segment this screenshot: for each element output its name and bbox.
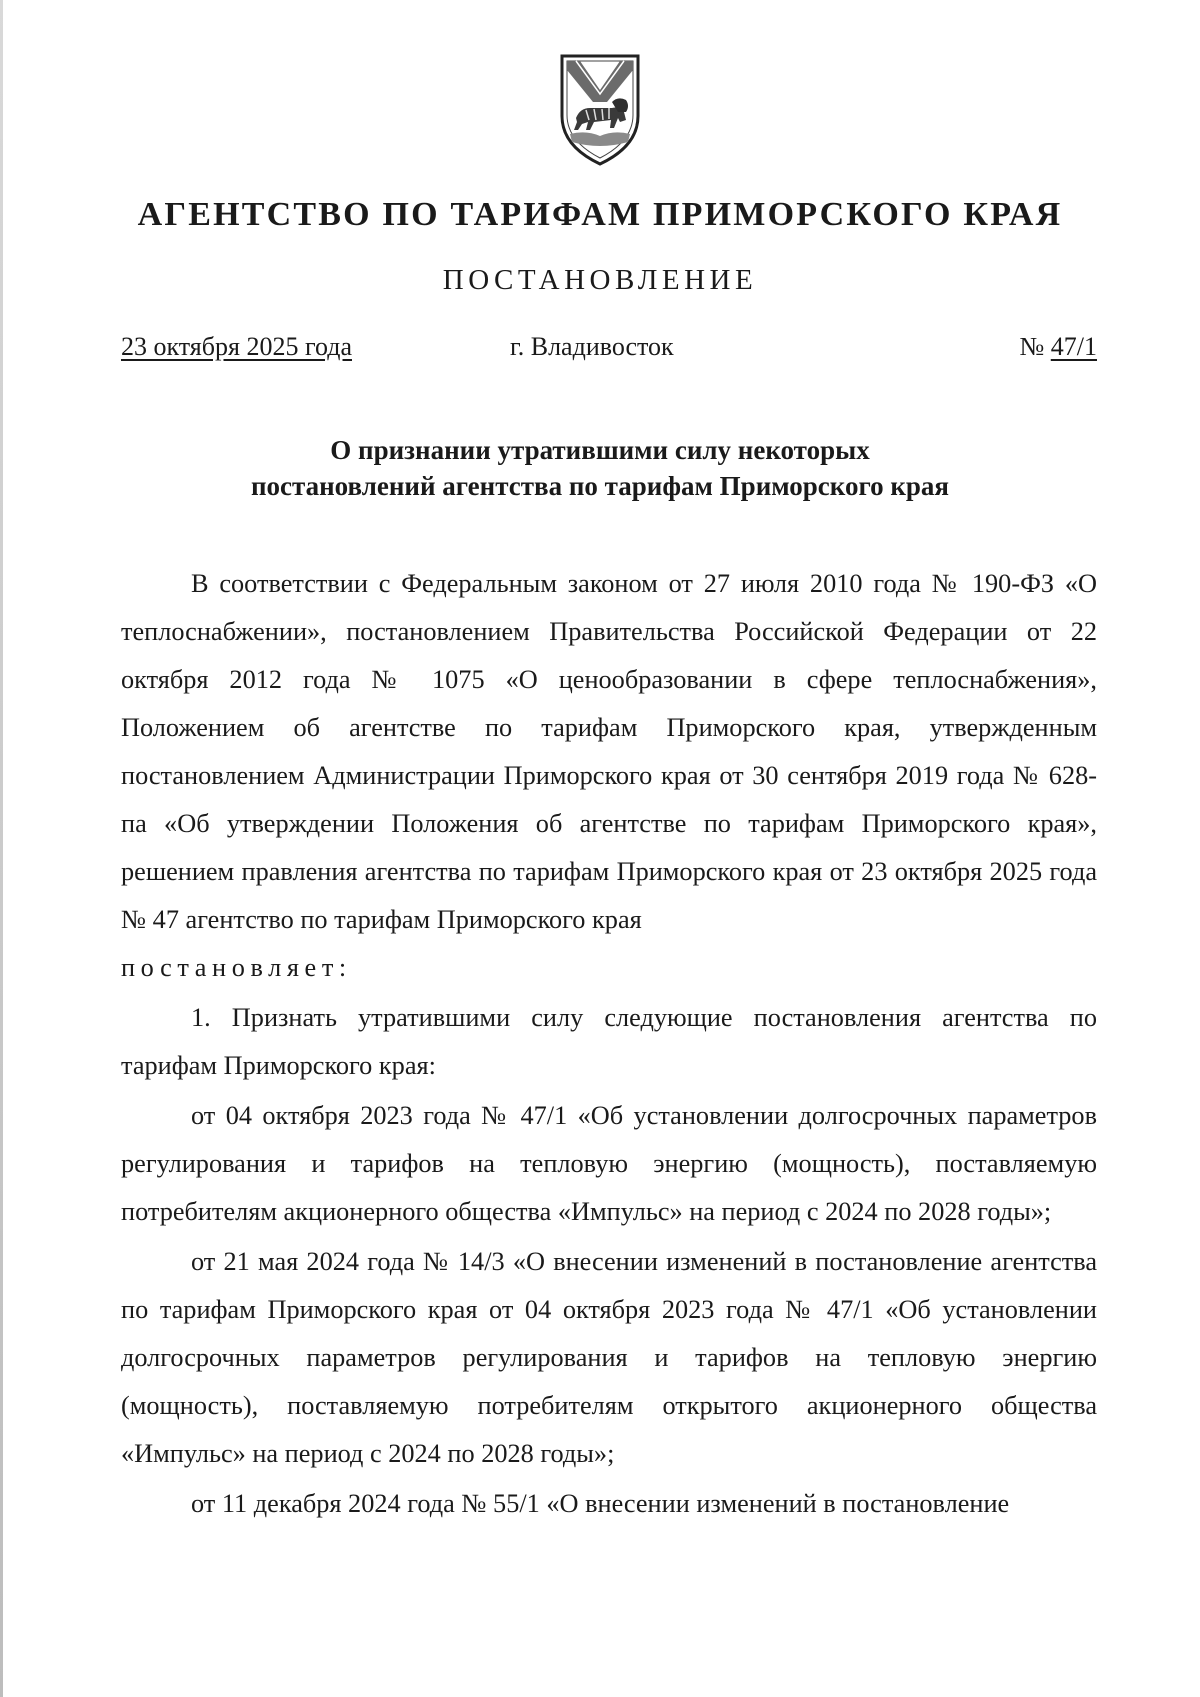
document-date: 23 октября 2025 года	[121, 332, 352, 361]
document-title-line-1: О признании утратившими силу некоторых	[330, 435, 870, 465]
repealed-entry-1: от 04 октября 2023 года № 47/1 «Об установлении долгосрочных параметров регулирования и тарифов на тепловую энергию (мощность), поставляемую потребителям акционерного общества «Импульс» на период с 2024 по 2028 годы»;	[121, 1101, 1097, 1226]
item-1-paragraph: 1. Признать утратившими силу следующие постановления агентства по тарифам Приморского края:	[121, 1003, 1097, 1080]
coat-of-arms-icon	[556, 50, 644, 170]
agency-name: АГЕНТСТВО ПО ТАРИФАМ ПРИМОРСКОГО КРАЯ	[137, 196, 1063, 233]
resolves-word: постановляет:	[121, 953, 352, 982]
document-title	[0, 432, 1200, 504]
document-type: ПОСТАНОВЛЕНИЕ	[442, 264, 758, 296]
repealed-entry-3: от 11 декабря 2024 года № 55/1 «О внесении изменений в постановление	[191, 1489, 1010, 1518]
document-city: г. Владивосток	[510, 332, 674, 361]
document-number	[1019, 332, 1097, 362]
number-value: 47/1	[1050, 332, 1097, 361]
number-prefix: №	[1019, 332, 1045, 361]
preamble-paragraph: В соответствии с Федеральным законом от 27 июля 2010 года № 190-ФЗ «О теплоснабжении», постановлением Правительства Российской Федерации от 22 октября 2012 года № 1075 «О ценообразовании в сфере теплоснабжения», Положением об агентстве по тарифам Приморского края, утвержденным постановлением Администрации Приморского края от 30 сентября 2019 года № 628-па «Об утверждении Положения об агентстве по тарифам Приморского края», решением правления агентства по тарифам Приморского края от 23 октября 2025 года № 47 агентство по тарифам Приморского края	[121, 569, 1097, 934]
repealed-entry-2: от 21 мая 2024 года № 14/3 «О внесении изменений в постановление агентства по тарифам Приморского края от 04 октября 2023 года № 47/1 «Об установлении долгосрочных параметров регулирования и тарифов на тепловую энергию (мощность), поставляемую потребителям открытого акционерного общества «Импульс» на период с 2024 по 2028 годы»;	[121, 1247, 1097, 1468]
document-title-line-2: постановлений агентства по тарифам Приморского края	[250, 471, 950, 501]
document-body	[121, 560, 1097, 1528]
scan-edge	[0, 0, 3, 1697]
